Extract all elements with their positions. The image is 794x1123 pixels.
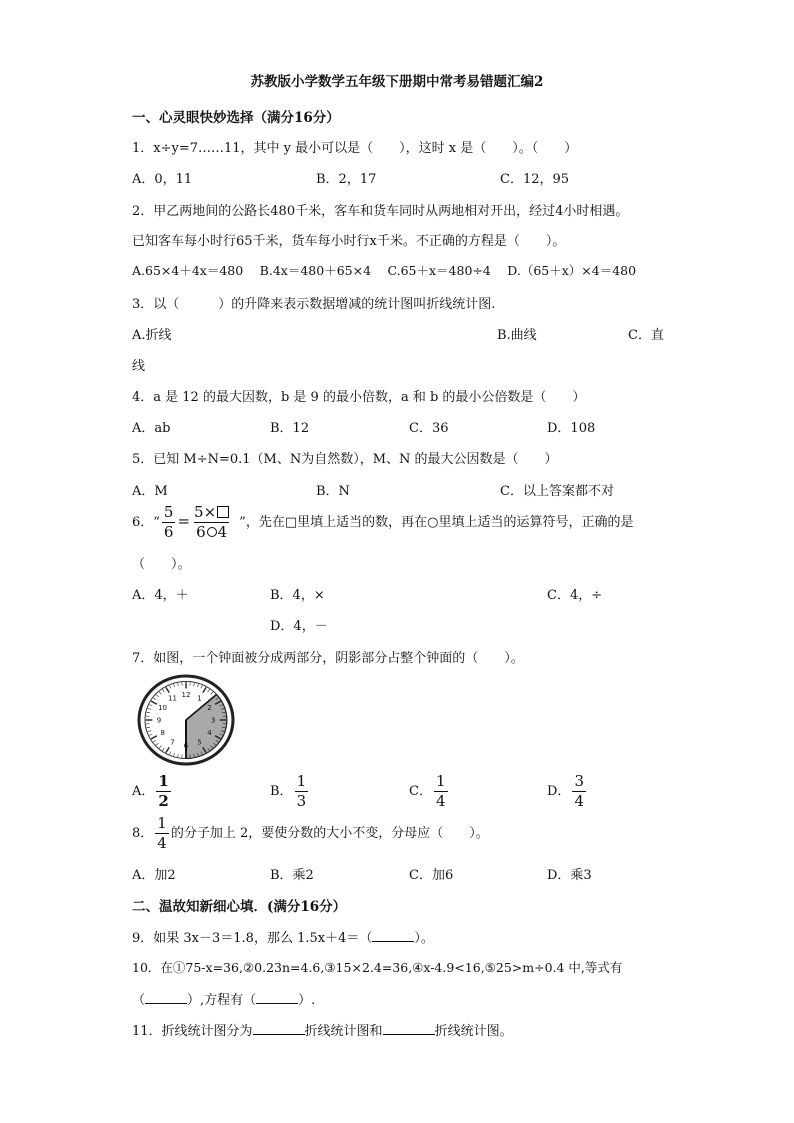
q4-option-b: B．12: [270, 421, 310, 436]
q6-option-d: D．4，－: [270, 619, 328, 634]
q8-option-b: B．乘2: [270, 868, 314, 883]
clock-number: 2: [207, 703, 212, 712]
q6-rhs-den-b: 4: [217, 523, 228, 541]
q7-option-c-num: 1: [435, 772, 446, 790]
q7-option-d-label: D．: [547, 784, 571, 799]
q6-rhs-num: [192, 505, 231, 522]
q6-stem-line2: （ ）。: [132, 557, 191, 572]
q7-option-b-label: B．: [270, 784, 293, 799]
q7-option-c-label: C．: [409, 784, 432, 799]
q6-lhs-fraction: [162, 505, 176, 540]
clock-face-figure: [136, 673, 236, 767]
q3-option-a: A.折线: [132, 328, 172, 343]
q2-stem-line1: 2．甲乙两地间的公路长480千米，客车和货车同时从两地相对开出，经过4小时相遇。: [132, 204, 629, 219]
q9-pre: 9．如果 3x－3＝1.8，那么 1.5x＋4＝（: [132, 931, 373, 946]
q8-stem: [132, 816, 489, 851]
q1-stem: 1．x÷y=7……11，其中 y 最小可以是（ ），这时 x 是（ ）。（ ）: [132, 141, 578, 156]
q7-option-a-num: 1: [158, 772, 169, 790]
q8-tail: 的分子加上 2，要使分数的大小不变，分母应（ ）。: [170, 826, 489, 841]
clock-number: 7: [170, 738, 175, 747]
q8-lead: 8．: [132, 826, 154, 841]
q7-option-d: [547, 774, 588, 809]
q7-option-c-den: 4: [435, 792, 446, 810]
q1-option-b: B．2，17: [316, 172, 377, 187]
q5-option-b: B．N: [316, 484, 350, 499]
q7-option-d-fraction: [572, 774, 586, 809]
q4-option-c: C．36: [409, 421, 449, 436]
clock-number: 6: [183, 741, 189, 750]
q8-option-a: A．加2: [132, 868, 176, 883]
q1-option-c: C．12，95: [500, 172, 570, 187]
q5-stem: 5．已知 M÷N=0.1（M、N为自然数），M、N 的最大公因数是（ ）: [132, 452, 558, 467]
clock-number: 10: [158, 703, 168, 712]
q3-option-c-wrap: 线: [132, 359, 146, 374]
clock-number: 3: [210, 716, 216, 725]
q10-stem-line1: 10．在①75-x=36,②0.23n=4.6,③15×2.4=36,④x-4.9<16,⑤25>m÷0.4 中,等式有: [132, 960, 623, 975]
q11-post: 折线统计图。: [434, 1024, 513, 1039]
q11-mid: 折线统计图和: [304, 1024, 383, 1039]
clock-number: 8: [160, 729, 165, 738]
q4-option-a: A．ab: [132, 421, 171, 436]
q10-equations-blank[interactable]: [145, 991, 187, 1004]
q11-blank-2[interactable]: [383, 1022, 435, 1035]
q3-option-c: C．直: [628, 328, 664, 343]
q5-option-a: A．M: [132, 484, 168, 499]
clock-number: 12: [181, 691, 191, 700]
q8-fraction-den: 4: [157, 834, 167, 852]
q2-options: A.65×4＋4x＝480 B.4x＝480＋65×4 C.65＋x＝480÷4 D.（65＋x）×4＝480: [132, 263, 637, 278]
q6-lhs-num: 5: [163, 503, 174, 521]
q1-option-a: A．0，11: [132, 172, 193, 187]
q6-rhs-den: [194, 522, 229, 540]
q2-stem-line2: 已知客车每小时行65千米，货车每小时行x千米。不正确的方程是（ ）。: [132, 234, 566, 249]
clock-number: 11: [168, 694, 177, 703]
q10-formulas-blank[interactable]: [256, 991, 298, 1004]
q10-l2a: （: [132, 993, 146, 1008]
q7-option-b: [270, 774, 310, 809]
q7-option-a-label: A．: [132, 784, 155, 799]
q8-fraction-num: 1: [157, 814, 167, 832]
page-title: 苏教版小学数学五年级下册期中常考易错题汇编2: [250, 74, 544, 90]
q6-option-a: A．4，＋: [132, 588, 189, 603]
q6-rhs-den-a: 6: [196, 523, 206, 541]
q6-lhs-den: 6: [163, 523, 174, 541]
q9-answer-blank[interactable]: [372, 929, 414, 942]
circle-operator-icon: [207, 527, 217, 537]
q3-stem: 3．以（ ）的升降来表示数据增减的统计图叫折线统计图.: [132, 297, 496, 312]
q11-blank-1[interactable]: [253, 1022, 305, 1035]
square-box-icon: [217, 506, 229, 518]
q7-option-c-fraction: [434, 774, 448, 809]
q4-option-d: D．108: [547, 421, 596, 436]
q4-stem: 4．a 是 12 的最大因数，b 是 9 的最小倍数，a 和 b 的最小公倍数是（ ）: [132, 390, 586, 405]
q6-option-b: B．4，×: [270, 588, 325, 603]
q6-option-c: C．4，÷: [547, 588, 603, 603]
q6-tail: ”，先在□里填上适当的数，再在○里填上适当的运算符号，正确的是: [239, 515, 634, 530]
q6-lead: 6．“: [132, 515, 160, 530]
clock-number: 1: [197, 694, 202, 703]
q9-stem: [132, 927, 434, 946]
q9-post: ）。: [414, 931, 434, 946]
q11-stem: [132, 1020, 513, 1039]
q6-equals: =: [177, 512, 191, 530]
section-2-heading: 二、温故知新细心填．(满分16分）: [132, 899, 347, 915]
q10-l2c: ）.: [298, 993, 316, 1008]
q8-option-d: D．乘3: [547, 868, 592, 883]
q11-pre: 11．折线统计图分为: [132, 1024, 253, 1039]
q7-option-d-num: 3: [574, 772, 584, 790]
q8-option-c: C．加6: [409, 868, 454, 883]
q7-option-b-fraction: [295, 774, 309, 809]
clock-number: 5: [197, 738, 202, 747]
q7-option-c: [409, 774, 450, 809]
q5-option-c: C．以上答案都不对: [500, 484, 614, 499]
q6-stem: [132, 505, 633, 540]
q3-option-b: B.曲线: [497, 328, 537, 343]
q10-l2b: ）,方程有（: [187, 993, 257, 1008]
q7-option-a-fraction: [156, 774, 170, 809]
section-1-heading: 一、心灵眼快妙选择（满分16分）: [132, 110, 340, 126]
q8-fraction: [155, 816, 169, 851]
clock-number: 9: [156, 716, 162, 725]
q6-rhs-fraction: [192, 505, 231, 540]
clock-number: 4: [207, 729, 212, 738]
q7-option-b-den: 3: [296, 792, 307, 810]
q10-stem-line2: [132, 989, 315, 1008]
q7-stem: 7．如图，一个钟面被分成两部分，阴影部分占整个钟面的（ ）。: [132, 651, 524, 666]
q7-option-b-num: 1: [296, 772, 307, 790]
q7-option-d-den: 4: [574, 792, 584, 810]
q7-option-a: [132, 774, 173, 809]
q7-option-a-den: 2: [158, 792, 169, 810]
q6-rhs-num-text: 5×: [194, 503, 217, 521]
